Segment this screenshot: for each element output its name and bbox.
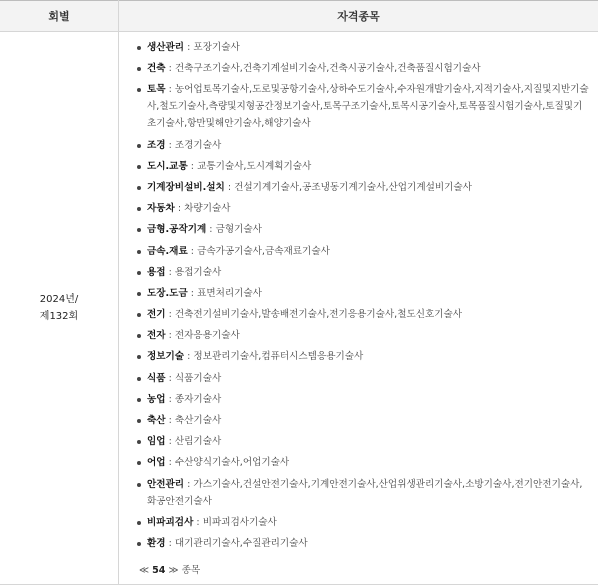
field-items: 정보관리기술사,컴퓨터시스템응용기술사 xyxy=(193,351,364,363)
field-category: 농업 xyxy=(147,393,166,405)
field-category: 전기 xyxy=(147,309,166,321)
list-item xyxy=(136,39,590,56)
round-year: 2024년/ xyxy=(39,294,79,306)
list-item xyxy=(136,433,590,450)
list-item xyxy=(136,412,590,429)
field-separator: : xyxy=(165,309,175,321)
field-separator: : xyxy=(165,415,175,426)
field-separator: : xyxy=(193,516,203,528)
field-separator: : xyxy=(165,139,175,151)
field-items: 수산양식기술사,어업기술사 xyxy=(174,457,290,469)
field-separator: : xyxy=(165,537,175,549)
field-items: 식품기술사 xyxy=(174,372,222,384)
field-list xyxy=(119,32,598,564)
field-category: 기계장비설비.설치 xyxy=(147,181,225,193)
field-items: 전자응용기술사 xyxy=(174,330,240,342)
table-row xyxy=(0,32,598,585)
field-separator: : xyxy=(206,224,216,236)
field-category: 전자 xyxy=(147,330,166,342)
count-suffix: ≫ 종목 xyxy=(168,565,201,577)
list-item xyxy=(136,243,590,260)
list-item xyxy=(136,370,590,387)
round-number: 제132회 xyxy=(39,311,79,323)
field-items: 표면처리기술사 xyxy=(197,287,262,299)
field-items: 건축구조기술사,건축기계설비기술사,건축시공기술사,건축품질시험기술사 xyxy=(174,63,481,75)
field-items: 대기관리기술사,수질관리기술사 xyxy=(174,537,308,549)
list-item xyxy=(136,81,590,132)
field-items: 종자기술사 xyxy=(174,393,222,405)
field-category: 식품 xyxy=(147,372,166,384)
list-item xyxy=(136,327,590,344)
field-category: 조경 xyxy=(147,139,166,151)
field-category: 환경 xyxy=(147,537,166,549)
list-item xyxy=(136,514,590,531)
field-count xyxy=(119,564,598,584)
list-item xyxy=(136,264,590,281)
field-category: 임업 xyxy=(147,436,166,448)
list-item xyxy=(136,60,590,77)
list-item xyxy=(136,158,590,175)
field-items: 건설기계기술사,공조냉동기계기술사,산업기계설비기술사 xyxy=(234,181,472,193)
count-value: 54 xyxy=(152,565,166,577)
field-category: 자동차 xyxy=(147,203,175,215)
field-separator: : xyxy=(165,372,175,384)
field-items: 비파괴검사기술사 xyxy=(202,516,277,528)
header-fields: 자격종목 xyxy=(119,1,599,32)
field-items: 축산기술사 xyxy=(174,415,222,426)
field-category: 축산 xyxy=(147,415,166,426)
list-item xyxy=(136,137,590,154)
table-header-row xyxy=(0,1,598,32)
list-item xyxy=(136,285,590,302)
list-item xyxy=(136,348,590,365)
field-separator: : xyxy=(174,203,185,215)
fields-cell xyxy=(119,32,599,585)
field-separator: : xyxy=(184,42,194,53)
list-item xyxy=(136,454,590,471)
list-item xyxy=(136,200,590,217)
list-item xyxy=(136,476,590,510)
field-category: 토목 xyxy=(147,84,166,96)
field-items: 포장기술사 xyxy=(193,42,240,53)
field-items: 교통기술사,도시계획기술사 xyxy=(197,160,312,172)
field-items: 농어업토목기술사,도로및공항기술사,상하수도기술사,수자원개발기술사,지적기술사,지질및지반기술사,철도기술사,측량및지형공간정보기술사,토목구조기술사,토목시공기술사,토목품질시험기술사,토질및기초기술사,항만및해안기술사,해양기술사 xyxy=(147,84,589,130)
field-items: 가스기술사,건설안전기술사,기계안전기술사,산업위생관리기술사,소방기술사,전기안전기술사,화공안전기술사 xyxy=(147,478,583,507)
field-category: 건축 xyxy=(147,63,166,75)
field-items: 금형기술사 xyxy=(215,224,262,236)
list-item xyxy=(136,306,590,323)
round-cell xyxy=(0,32,119,585)
field-category: 안전관리 xyxy=(147,478,185,490)
field-category: 어업 xyxy=(147,457,166,469)
field-separator: : xyxy=(165,393,175,405)
field-separator: : xyxy=(165,266,175,278)
field-category: 금형.공작기계 xyxy=(147,224,207,236)
field-items: 건축전기설비기술사,발송배전기술사,전기응용기술사,철도신호기술사 xyxy=(174,309,463,321)
field-separator: : xyxy=(184,351,194,363)
field-separator: : xyxy=(165,330,175,342)
list-item xyxy=(136,391,590,408)
field-items: 금속가공기술사,금속재료기술사 xyxy=(197,245,330,257)
field-category: 정보기술 xyxy=(147,351,185,363)
field-separator: : xyxy=(165,457,175,469)
field-category: 도시.교통 xyxy=(147,160,188,172)
field-separator: : xyxy=(165,84,175,96)
field-separator: : xyxy=(187,160,198,172)
list-item xyxy=(136,535,590,552)
header-round: 회별 xyxy=(0,1,119,32)
field-category: 금속.재료 xyxy=(147,245,188,257)
list-item xyxy=(136,221,590,238)
field-items: 차량기술사 xyxy=(184,203,231,215)
field-separator: : xyxy=(165,63,175,75)
field-separator: : xyxy=(165,436,175,448)
field-items: 조경기술사 xyxy=(174,139,222,151)
field-separator: : xyxy=(187,245,198,257)
field-items: 산림기술사 xyxy=(174,436,222,448)
field-separator: : xyxy=(184,478,194,490)
field-category: 비파괴검사 xyxy=(147,516,194,528)
count-prefix: ≪ xyxy=(139,565,150,577)
field-category: 용접 xyxy=(147,266,166,278)
field-category: 생산관리 xyxy=(147,42,185,53)
list-item xyxy=(136,179,590,196)
field-separator: : xyxy=(187,287,198,299)
field-category: 도장.도금 xyxy=(147,287,188,299)
field-separator: : xyxy=(224,181,235,193)
field-items: 용접기술사 xyxy=(174,266,222,278)
